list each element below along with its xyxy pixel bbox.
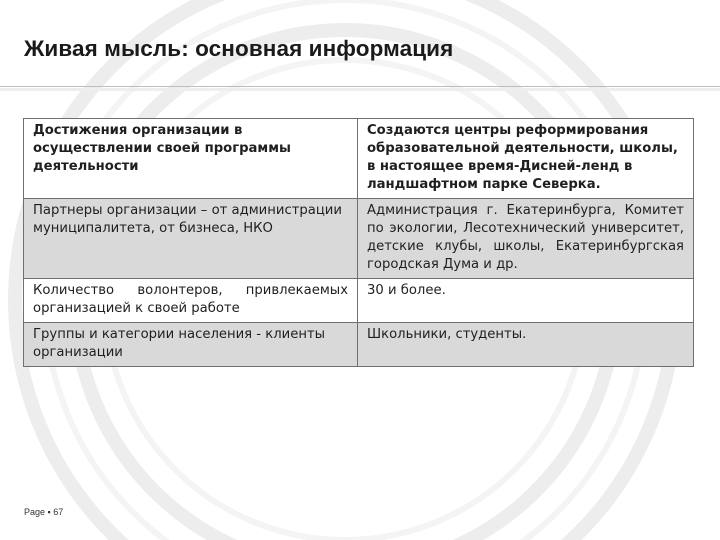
info-table — [23, 118, 694, 367]
row-label: Количество волонтеров, привлекаемых организацией к своей работе — [24, 279, 358, 323]
row-value: 30 и более. — [358, 279, 694, 323]
row-label: Достижения организации в осуществлении своей программы деятельности — [24, 119, 358, 199]
table-row — [24, 119, 694, 199]
row-label: Группы и категории населения - клиенты организации — [24, 323, 358, 367]
page-number: Page ▪ 67 — [24, 507, 64, 517]
table-row — [24, 323, 694, 367]
row-value: Создаются центры реформирования образовательной деятельности, школы, в настоящее время-Дисней-ленд в ландшафтном парке Северка. — [358, 119, 694, 199]
row-value: Школьники, студенты. — [358, 323, 694, 367]
row-label: Партнеры организации – от администрации муниципалитета, от бизнеса, НКО — [24, 199, 358, 279]
title-divider-shadow — [0, 88, 720, 91]
title-divider — [0, 86, 720, 87]
row-value: Администрация г. Екатеринбурга, Комитет по экологии, Лесотехнический университет, детские клубы, школы, Екатеринбургская городская Дума и др. — [358, 199, 694, 279]
table-row — [24, 199, 694, 279]
table-row — [24, 279, 694, 323]
slide-title: Живая мысль: основная информация — [24, 36, 454, 61]
